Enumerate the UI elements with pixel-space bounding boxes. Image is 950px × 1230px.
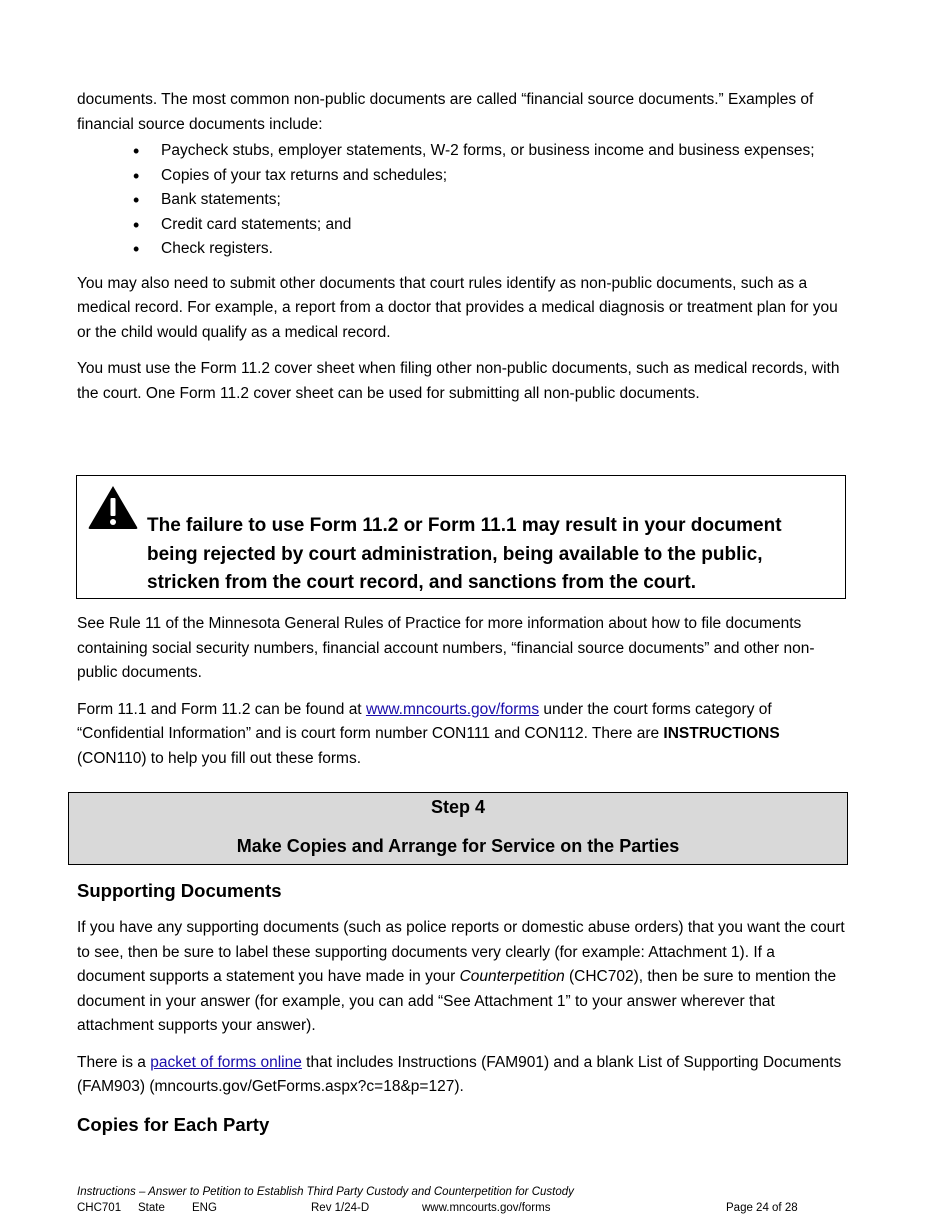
footer-language: ENG: [192, 1202, 217, 1214]
footer-jurisdiction: State: [138, 1202, 165, 1214]
step-number: Step 4: [430, 797, 486, 817]
footer-revision: Rev 1/24-D: [311, 1202, 370, 1214]
warning-box: [76, 475, 846, 599]
step-header: [68, 792, 848, 865]
footer-website: www.mncourts.gov/forms: [422, 1202, 551, 1214]
non-public-documents-paragraph: You may also need to submit other documents that court rules identify as non-public documents, such as a medical record. For example, a report from a doctor that provides a medical diagnosis or treatment plan for you or the child would qualify as a medical record.: [77, 274, 838, 341]
forms-location-paragraph: Form 11.1 and Form 11.2 can be found at www.mncourts.gov/forms under the court forms category of “Confidential Information” and is court form number CON111 and CON112. There are INSTRUCTIONS (CON110) to help you fill out these forms.: [77, 700, 780, 767]
step-title: Make Copies and Arrange for Service on the Parties: [236, 836, 680, 856]
counterpetition-term: Counterpetition: [459, 968, 565, 985]
intro-text: documents. The most common non-public documents are called “financial source documents.” Examples of financial source documents include:: [77, 91, 814, 133]
footer-form-number: CHC701: [77, 1202, 122, 1214]
footer-page-number: Page 24 of 28: [726, 1202, 798, 1214]
list-item: • Credit card statements; and: [161, 213, 847, 238]
supporting-documents-paragraph: If you have any supporting documents (such as police reports or domestic abuse orders) that you want the court to see, then be sure to label these supporting documents very clearly (for example: Attachment 1). If a document supports a statement you have made in your Counterpetition (CHC702), then be sure to mention the document in your answer (for example, you can add “See Attachment 1” to your answer wherever that attachment supports your answer).: [77, 919, 845, 1034]
warning-text: The failure to use Form 11.2 or Form 11.1 may result in your document being rejected by court administration, being available to the public, stricken from the court record, and sanctions from the court.: [147, 515, 782, 593]
rules-section: [77, 612, 847, 783]
intro-section: [77, 88, 847, 418]
list-item: • Copies of your tax returns and schedules;: [161, 164, 847, 189]
list-item: • Check registers.: [161, 237, 847, 262]
page-footer: [77, 1184, 857, 1216]
supporting-section: [77, 878, 847, 1150]
rule-11-paragraph: See Rule 11 of the Minnesota General Rules of Practice for more information about how to file documents containing social security numbers, financial account numbers, “financial source documents” and other non-public documents.: [77, 615, 815, 681]
footer-meta: [77, 1200, 857, 1216]
mncourts-forms-link[interactable]: www.mncourts.gov/forms: [365, 700, 540, 718]
warning-triangle-icon: [87, 484, 139, 530]
footer-title: Instructions – Answer to Petition to Establish Third Party Custody and Counterpetition for Custody: [77, 1186, 574, 1198]
instructions-label: INSTRUCTIONS: [663, 725, 780, 742]
list-item: • Paycheck stubs, employer statements, W-2 forms, or business income and business expenses;: [161, 139, 847, 164]
packet-of-forms-link[interactable]: packet of forms online: [150, 1053, 302, 1071]
packet-paragraph: There is a packet of forms online that includes Instructions (FAM901) and a blank List of Supporting Documents (FAM903) (mncourts.gov/GetForms.aspx?c=18&p=127).: [77, 1053, 842, 1095]
financial-documents-list: [77, 139, 847, 262]
form-11-2-paragraph: You must use the Form 11.2 cover sheet when filing other non-public documents, such as medical records, with the court. One Form 11.2 cover sheet can be used for submitting all non-public documents.: [77, 360, 840, 402]
copies-heading: Copies for Each Party: [77, 1113, 270, 1135]
supporting-documents-heading: Supporting Documents: [77, 880, 282, 901]
list-item: • Bank statements;: [161, 188, 847, 213]
